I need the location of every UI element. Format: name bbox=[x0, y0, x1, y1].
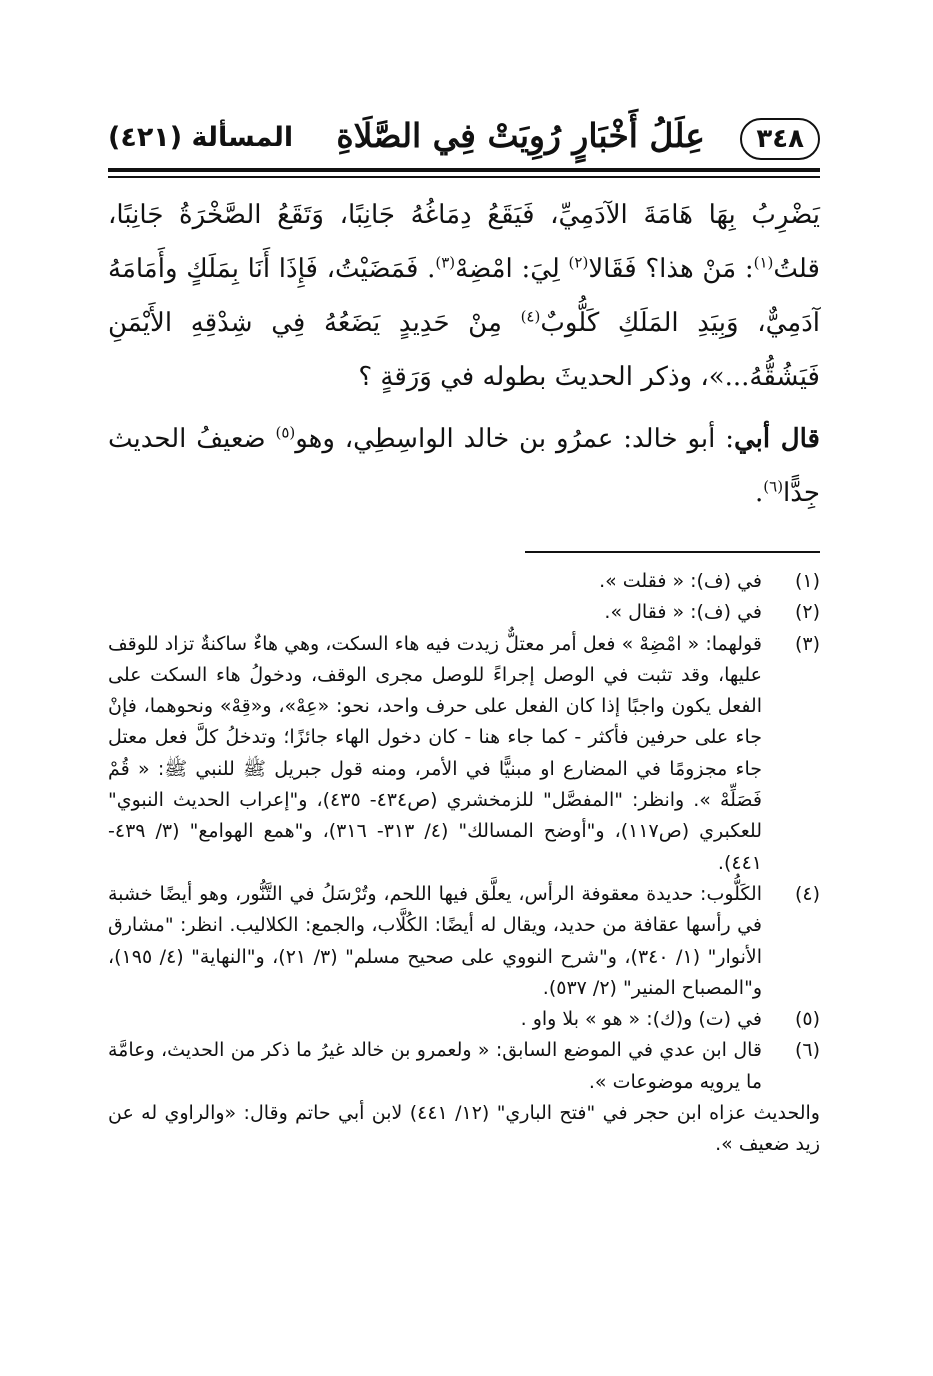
header-rule-thick bbox=[108, 168, 820, 172]
footnote-1 bbox=[108, 566, 820, 597]
footnote-text: قال ابن عدي في الموضع السابق: « ولعمرو بن خالد غيرُ ما ذكر من الحديث، وعامَّة ما يرويه موضوعات ». bbox=[108, 1039, 762, 1093]
footnote-ref-3: (٣) bbox=[435, 253, 456, 272]
footnote-4 bbox=[108, 879, 820, 1004]
speaker-label: قال أبي bbox=[733, 424, 820, 454]
footnote-ref-4: (٤) bbox=[520, 307, 541, 326]
footnote-number: (٢) bbox=[794, 601, 820, 624]
main-paragraph-1: يَضْرِبُ بِهَا هَامَةَ الآدَمِيِّ، فَيَقَعُ دِمَاغُهُ جَانِبًا، وَتَقَعُ الصَّخْرَةُ جَانِبًا، قلتُ$^{(١)}$: مَنْ هذا؟ فَقَالا$^{(٢)}$ لِيَ: امْضِهْ$^{(٣)}$. فَمَضَيْتُ، فَإِذَا أَنَا بِمَلَكٍ وأَمَامَهُ آدَمِيٌّ، وَبِيَدِ المَلَكِ كَلُّوبٌ$^{(٤)}$ مِنْ حَدِيدٍ يَضَعُهُ فِي شِدْقِهِ الأَيْمَنِ فَيَشُقُّهُ...»، وذكر الحديثَ بطوله في وَرَقةٍ ؟ bbox=[108, 200, 820, 392]
footnote-text: الكَلُّوب: حديدة معقوفة الرأس، يعلَّق فيها اللحم، وتُرْسَلُ في التَّنُّور، وهو أيضًا خشبة في رأسها عقافة من حديد، ويقال له أيضًا: الكُلَّاب، والجمع: الكلاليب. انظر: "مشارق الأنوار" (١/ ٣٤٠)، و"شرح النووي على صحيح مسلم" (٣/ ٢١)، و"النهاية" (٤/ ١٩٥)، و"المصباح المنير" (٢/ ٥٣٧). bbox=[108, 882, 762, 999]
footnote-number: (٥) bbox=[794, 1008, 820, 1031]
footnote-ref-5: (٥) bbox=[275, 423, 296, 442]
footnote-text: في (ت) و(ك): « هو » بلا واو . bbox=[520, 1008, 762, 1031]
footnote-number: (٦) bbox=[794, 1039, 820, 1062]
footnote-continuation: والحديث عزاه ابن حجر في "فتح الباري" (١٢/ ٤٤١) لابن أبي حاتم وقال: «والراوي له عن زيد ضعيف ». bbox=[108, 1102, 820, 1156]
footnote-number: (٤) bbox=[794, 882, 820, 905]
footnote-text: في (ف): « فقلت ». bbox=[599, 570, 762, 592]
main-text bbox=[108, 188, 820, 520]
page-header bbox=[108, 112, 820, 166]
footnote-number: (١) bbox=[794, 570, 820, 592]
footnote-separator bbox=[525, 551, 820, 553]
footnote-ref-2: (٢) bbox=[568, 253, 589, 272]
footnote-6 bbox=[108, 1035, 820, 1098]
footnote-ref-6: (٦) bbox=[763, 477, 784, 496]
footnotes bbox=[108, 566, 820, 1161]
footnote-number: (٣) bbox=[794, 632, 820, 655]
main-paragraph-2: قال أبي: أبو خالد: عمرُو بن خالد الواسِطِي، وهو$^{(٥)}$ ضعيفُ الحديث جِدًّا$^{(٦)}$. bbox=[108, 423, 820, 508]
footnote-2 bbox=[108, 597, 820, 628]
page-number: ٣٤٨ bbox=[740, 118, 820, 160]
book-title: عِلَلُ أَخْبَارٍ رُوِيَتْ فِي الصَّلَاةِ bbox=[336, 116, 705, 155]
footnote-5 bbox=[108, 1004, 820, 1035]
footnote-text: قولهما: « امْضِهْ » فعل أمر معتلٌّ زيدت فيه هاء السكت، وهي هاءٌ ساكنةٌ تزاد للوقف عليها، وقد تثبت في الوصل إجراءً للوصل مجرى الوقف، ودخولُ هاء السكت على الفعل يكون واجبًا إذا كان الفعل على حرف واحد، نحو: «عِهْ»، و«قِهْ» ونحوهما، فإنْ جاء على حرفين فأكثر - كما جاء هنا - كان دخول الهاء جائزًا؛ وتدخلُ كلَّ فعل معتل جاء مجزومًا في المضارع او مبنيًّا في الأمر، ومنه قول جبريل ﷺ للنبي ﷺ: « قُمْ فَصَلِّهْ ». وانظر: "المفصَّل" للزمخشري (ص٤٣٤- ٤٣٥)، و"إعراب الحديث النبوي" للعكبري (ص١١٧)، و"أوضح المسالك" (٤/ ٣١٣- ٣١٦)، و"همع الهوامع" (٣/ ٤٣٩- ٤٤١). bbox=[108, 632, 762, 874]
footnote-3 bbox=[108, 629, 820, 879]
issue-number: المسألة (٤٢١) bbox=[108, 122, 294, 153]
footnote-ref-1: (١) bbox=[753, 253, 774, 272]
header-rule-thin bbox=[108, 176, 820, 178]
footnote-text: في (ف): « فقال ». bbox=[604, 601, 762, 624]
